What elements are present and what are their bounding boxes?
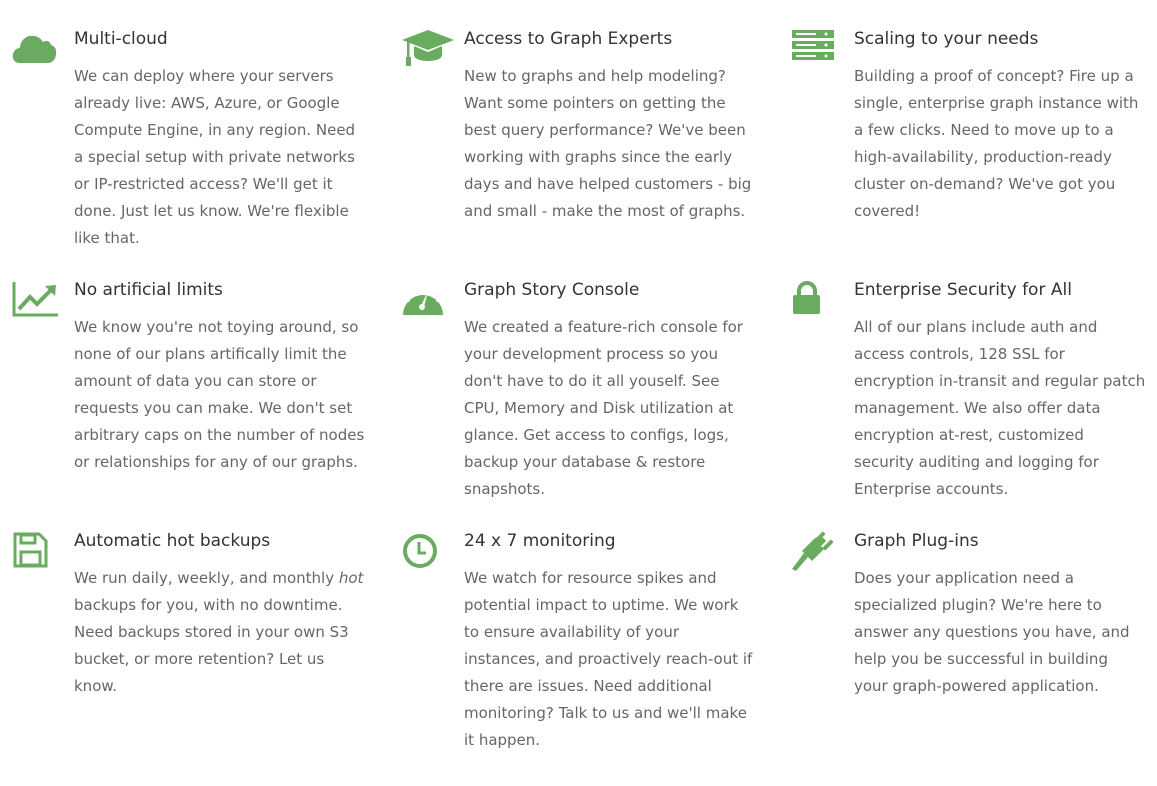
description-text: backups for you, with no downtime. Need backups stored in your own S3 bucket, or more retention? Let us know. <box>74 596 349 695</box>
floppy-disk-icon <box>12 529 60 569</box>
feature-title: Multi-cloud <box>74 29 168 49</box>
plug-icon <box>792 529 840 569</box>
description-text: We run daily, weekly, and monthly <box>74 569 339 587</box>
feature-description <box>74 565 366 700</box>
feature-description: All of our plans include auth and access controls, 128 SSL for encryption in-transit and regular patch management. We also offer data encryption at-rest, customized security auditing and logging for Enterprise accounts. <box>854 318 1146 498</box>
feature-title: Enterprise Security for All <box>854 280 1072 300</box>
cloud-icon <box>12 27 60 67</box>
feature-description: We watch for resource spikes and potential impact to uptime. We work to ensure availability of your instances, and proactively reach-out if there are issues. Need additional monitoring? Talk to us and we'll make it happen. <box>464 569 753 749</box>
graduation-cap-icon <box>402 27 450 67</box>
feature-title: Scaling to your needs <box>854 29 1039 49</box>
feature-description: We created a feature-rich console for your development process so you don't have to do it all youself. See CPU, Memory and Disk utilization at glance. Get access to configs, logs, backup your database & restore snapshots. <box>464 318 743 498</box>
feature-title: Graph Story Console <box>464 280 640 300</box>
feature-description: We know you're not toying around, so none of our plans artifically limit the amount of data you can store or requests you can make. We don't set arbitrary caps on the number of nodes or relationships for any of our graphs. <box>74 318 365 471</box>
feature-title: Automatic hot backups <box>74 531 271 551</box>
server-icon <box>792 27 840 67</box>
feature-title: 24 x 7 monitoring <box>464 531 616 551</box>
line-chart-icon <box>12 278 60 318</box>
feature-title: No artificial limits <box>74 280 223 300</box>
feature-description: New to graphs and help modeling? Want some pointers on getting the best query performance? We've been working with graphs since the early days and have helped customers - big and small - make the most of graphs. <box>464 67 752 220</box>
feature-description: Does your application need a specialized plugin? We're here to answer any questions you have, and help you be successful in building your graph-powered application. <box>854 569 1130 695</box>
feature-description: We can deploy where your servers already live: AWS, Azure, or Google Compute Engine, in any region. Need a special setup with private networks or IP-restricted access? We'll get it done. Just let us know. We're flexible like that. <box>74 67 356 247</box>
clock-icon <box>402 529 450 569</box>
feature-title: Graph Plug-ins <box>854 531 979 551</box>
feature-description: Building a proof of concept? Fire up a single, enterprise graph instance with a few clicks. Need to move up to a high-availability, production-ready cluster on-demand? We've got you covered! <box>854 67 1139 220</box>
dashboard-icon <box>402 278 450 318</box>
feature-title: Access to Graph Experts <box>464 29 673 49</box>
lock-icon <box>792 278 840 318</box>
description-emphasis: hot <box>338 569 364 587</box>
